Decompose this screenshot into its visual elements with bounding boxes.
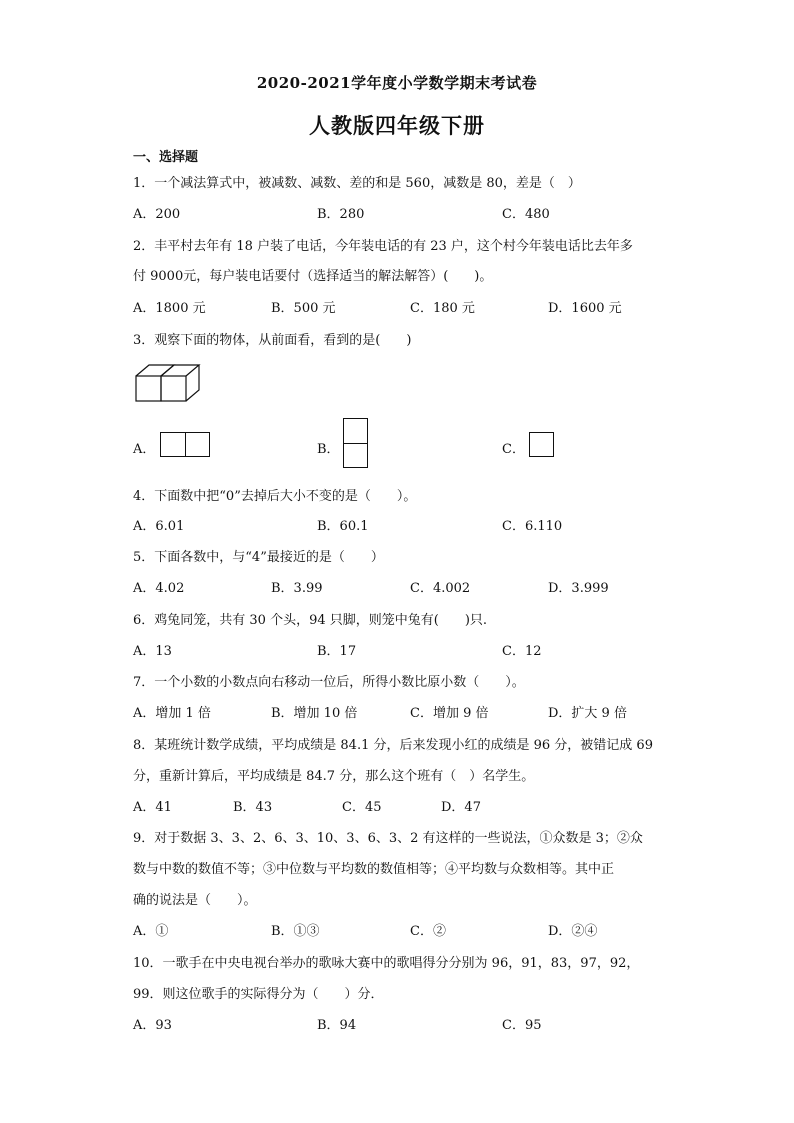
q7-option-b: B．增加 10 倍	[271, 706, 358, 721]
question-10-line-2: 99．则这位歌手的实际得分为（ ）分．	[133, 987, 384, 1002]
q6-option-a: A．13	[133, 644, 172, 659]
exam-subtitle: 人教版四年级下册	[309, 113, 485, 138]
q4-option-b: B．60.1	[317, 519, 369, 534]
q5-option-b: B．3.99	[271, 581, 323, 596]
q9-option-a: A．①	[133, 924, 169, 939]
q2-option-a: A．1800 元	[133, 301, 206, 316]
q3-option-c: C．	[502, 442, 525, 457]
q3-option-c-figure	[529, 432, 554, 457]
q3-option-b: B．	[317, 442, 340, 457]
q10-option-c: C．95	[502, 1018, 542, 1033]
question-2-line-1: 2．丰平村去年有 18 户装了电话，今年装电话的有 23 户，这个村今年装电话比去年多	[133, 239, 633, 254]
question-5: 5．下面各数中，与“4”最接近的是（ ）	[133, 550, 384, 565]
q9-option-d: D．②④	[548, 924, 598, 939]
question-9-line-2: 数与中数的数值不等；③中位数与平均数的数值相等；④平均数与众数相等。其中正	[133, 862, 615, 877]
q4-option-a: A．6.01	[133, 519, 185, 534]
question-9-line-3: 确的说法是（ ）。	[133, 893, 257, 908]
q5-option-d: D．3.999	[548, 581, 609, 596]
q10-option-b: B．94	[317, 1018, 357, 1033]
q8-option-a: A．41	[133, 800, 172, 815]
q8-option-b: B．43	[233, 800, 273, 815]
q9-option-c: C．②	[410, 924, 446, 939]
question-4: 4．下面数中把“0”去掉后大小不变的是（ ）。	[133, 489, 417, 504]
q2-option-d: D．1600 元	[548, 301, 622, 316]
question-2-line-2: 付 9000元，每户装电话要付（选择适当的解法解答）( )。	[133, 269, 493, 284]
q10-option-a: A．93	[133, 1018, 172, 1033]
question-8-line-1: 8．某班统计数学成绩，平均成绩是 84.1 分，后来发现小红的成绩是 96 分，被错记成 69	[133, 738, 653, 753]
q8-option-d: D．47	[441, 800, 481, 815]
question-8-line-2: 分，重新计算后，平均成绩是 84.7 分，那么这个班有（ ）名学生。	[133, 769, 535, 784]
q8-option-c: C．45	[342, 800, 382, 815]
q3-option-a: A．	[133, 442, 156, 457]
q7-option-d: D．扩大 9 倍	[548, 706, 627, 721]
q4-option-c: C．6.110	[502, 519, 563, 534]
q5-option-a: A．4.02	[133, 581, 185, 596]
q7-option-c: C．增加 9 倍	[410, 706, 489, 721]
q6-option-b: B．17	[317, 644, 357, 659]
q1-option-a: A．200	[133, 207, 181, 222]
question-7: 7．一个小数的小数点向右移动一位后，所得小数比原小数（ ）。	[133, 675, 525, 690]
q2-option-c: C．180 元	[410, 301, 475, 316]
cube-figure	[133, 360, 217, 406]
q1-option-b: B．280	[317, 207, 365, 222]
question-1: 1．一个减法算式中，被减数、减数、差的和是 560，减数是 80，差是（ ）	[133, 176, 581, 191]
section-title: 一、选择题	[133, 150, 199, 165]
q1-option-c: C．480	[502, 207, 550, 222]
q5-option-c: C．4.002	[410, 581, 471, 596]
q6-option-c: C．12	[502, 644, 542, 659]
question-6: 6．鸡兔同笼，共有 30 个头，94 只脚，则笼中兔有( )只.	[133, 613, 488, 628]
q3-option-b-figure	[343, 418, 368, 468]
question-10-line-1: 10．一歌手在中央电视台举办的歌咏大赛中的歌唱得分分别为 96，91，83，97，92，	[133, 956, 640, 971]
q9-option-b: B．①③	[271, 924, 320, 939]
q7-option-a: A．增加 1 倍	[133, 706, 211, 721]
q2-option-b: B．500 元	[271, 301, 336, 316]
q3-option-a-figure	[160, 432, 210, 457]
exam-title: 2020-2021学年度小学数学期末考试卷	[256, 74, 538, 92]
question-3: 3．观察下面的物体，从前面看，看到的是( )	[133, 333, 412, 348]
question-9-line-1: 9．对于数据 3、3、2、6、3、10、3、6、3、2 有这样的一些说法，①众数是 3；②众	[133, 831, 643, 846]
